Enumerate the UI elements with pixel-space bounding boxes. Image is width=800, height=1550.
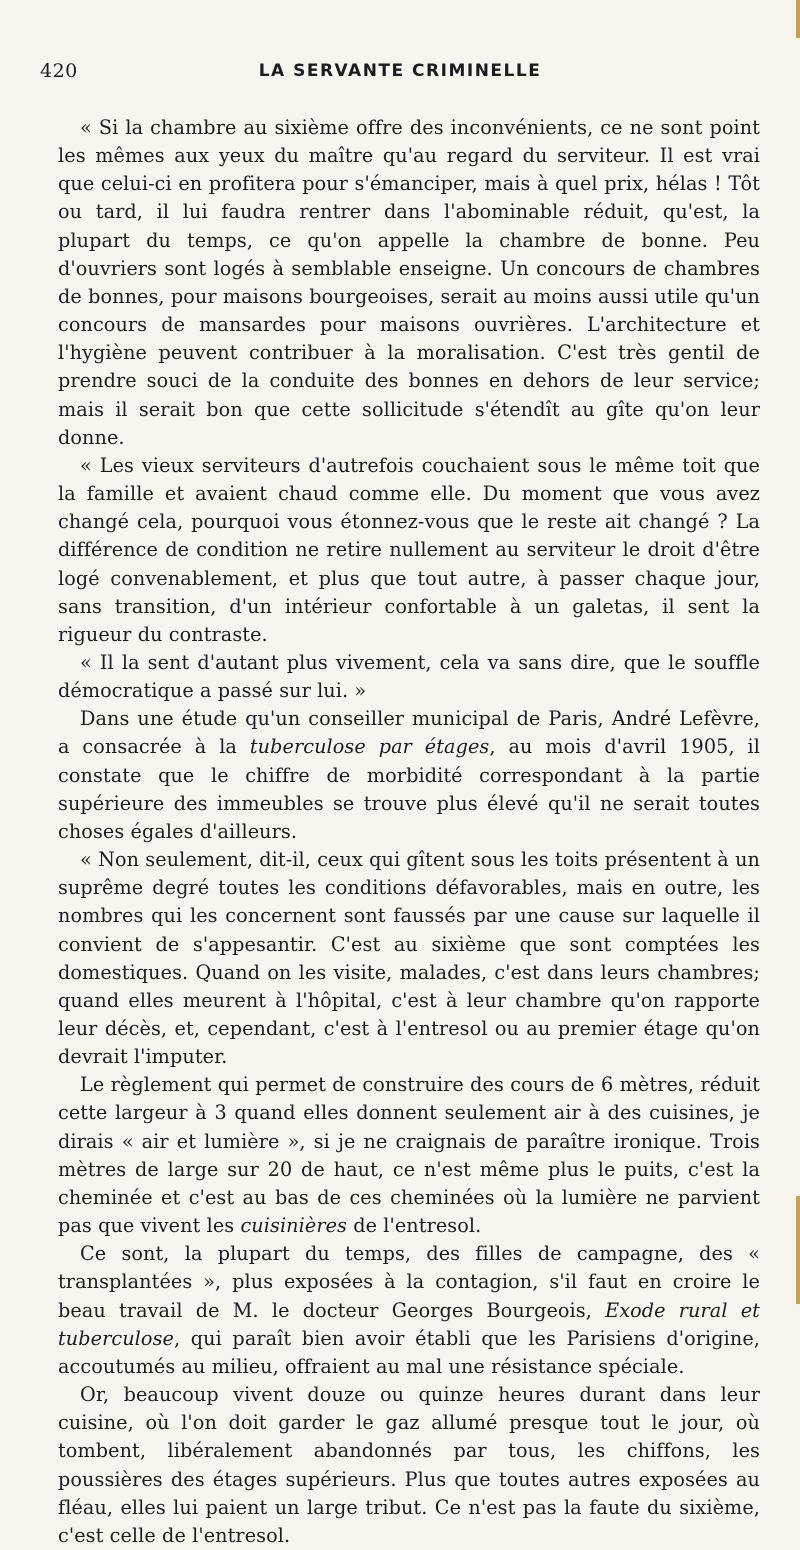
paragraph-text: « Les vieux serviteurs d'autrefois couchaient sous le même toit que la famille et avaient chaud comme elle. Du moment que vous avez changé cela, pourquoi vous étonnez-vous que le reste ait changé ? La différence de condition ne retire nullement au serviteur le droit d'être logé convenablement, et plus que tout autre, à passer chaque jour, sans transition, d'un intérieur confortable à un galetas, il sent la rigueur du contraste. [58, 453, 760, 646]
paragraph-text: Le règlement qui permet de construire des cours de 6 mètres, réduit cette largeur à 3 quand elles donnent seulement air à des cuisines, je dirais « air et lumière », si je ne craignais de paraître ironique. Trois mètres de large sur 20 de haut, ce n'est même plus le puits, c'est la cheminée et c'est au bas de ces cheminées où la lumière ne parvient pas que vivent les [58, 1073, 760, 1238]
paragraph [58, 846, 760, 1071]
page-header [40, 60, 760, 88]
paragraph-text: Or, beaucoup vivent douze ou quinze heures durant dans leur cuisine, où l'on doit garder le gaz allumé presque tout le jour, où tombent, libéralement abandonnés par tous, les chiffons, les poussières des étages supérieurs. Plus que toutes autres exposées au fléau, elles lui paient un large tribut. Ce n'est pas la faute du sixième, c'est celle de l'entresol. [58, 1383, 760, 1547]
paragraph [58, 649, 760, 705]
running-title: LA SERVANTE CRIMINELLE [258, 61, 542, 81]
paragraph-text: , au mois d'avril 1905, il constate que le chiffre de morbidité correspondant à la partie supérieure des immeubles se trouve plus élevé qu'il ne serait toutes choses égales d'ailleurs. [58, 735, 761, 843]
italic-text: Exode rural et tuberculose [58, 1298, 760, 1350]
paragraph-text: « Non seulement, dit-il, ceux qui gîtent sous les toits présentent à un suprême degré toutes les conditions défavorables, mais en outre, les nombres qui les concernent sont faussés par une cause sur laquelle il convient de s'appesantir. C'est au sixième que sont comptées les domestiques. Quand on les visite, malades, c'est dans leurs chambres; quand elles meurent à l'hôpital, c'est à leur chambre qu'on rapporte leur décès, et, cependant, c'est à l'entresol ou au premier étage qu'on devrait l'imputer. [58, 848, 760, 1069]
paragraph-text: « Si la chambre au sixième offre des inconvénients, ce ne sont point les mêmes aux yeux du maître qu'au regard du serviteur. Il est vrai que celui-ci en profitera pour s'émanciper, mais à quel prix, hélas ! Tôt ou tard, il lui faudra rentrer dans l'abominable réduit, qu'est, la plupart du temps, ce qu'on appelle la chambre de bonne. Peu d'ouvriers sont logés à semblable enseigne. Un concours de chambres de bonnes, pour maisons bourgeoises, serait au moins aussi utile qu'un concours de mansardes pour maisons ouvrières. L'architecture et l'hygiène peuvent contribuer à la moralisation. C'est très gentil de prendre souci de la conduite des bonnes en dehors de leur service; mais il serait bon que cette sollicitude s'étendît au gîte qu'on leur donne. [58, 116, 760, 449]
paragraph-text: , qui paraît bien avoir établi que les Parisiens d'origine, accoutumés au milieu, offraient au mal une résistance spéciale. [58, 1326, 760, 1378]
paragraph [58, 705, 760, 846]
italic-text: tuberculose par étages [249, 735, 490, 759]
paragraph-text: « Il la sent d'autant plus vivement, cela va sans dire, que le souffle démocratique a passé sur lui. » [58, 650, 760, 703]
paragraph [58, 1240, 760, 1381]
paragraph [58, 1071, 760, 1240]
italic-text: cuisinières [240, 1214, 347, 1238]
paragraph [58, 452, 760, 649]
page-number: 420 [40, 60, 78, 82]
paragraph-text: Dans une étude qu'un conseiller municipal de Paris, André Lefèvre, a consacrée à la [58, 707, 760, 759]
paragraph-text: de l'entresol. [347, 1214, 482, 1238]
paragraph [58, 114, 760, 452]
page-edge-mark [796, 0, 800, 38]
body-text [58, 114, 760, 1550]
paragraph-text: Ce sont, la plupart du temps, des filles de campagne, des « transplantées », plus exposées à la contagion, s'il faut en croire le beau travail de M. le docteur Georges Bourgeois, [58, 1242, 760, 1322]
page-edge-mark [796, 1196, 800, 1304]
paragraph [58, 1381, 760, 1550]
